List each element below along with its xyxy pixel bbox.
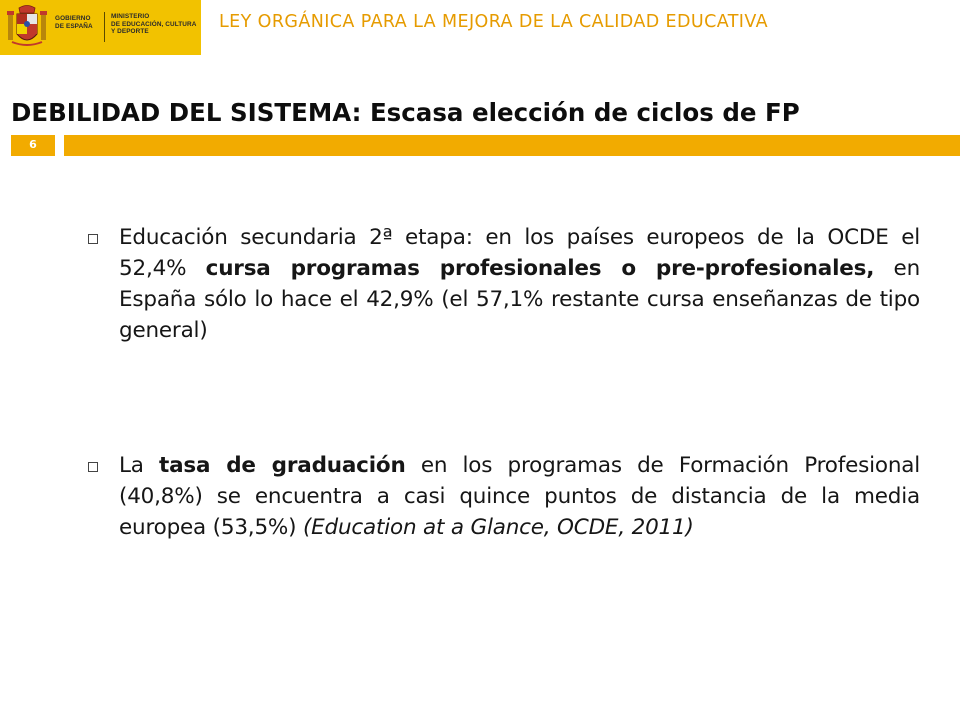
- bullet-text-segment: en los programas de Formación Profesional (40,8%) se encuentra a casi quince puntos de distancia de la media europea (53,5%): [119, 453, 920, 540]
- bullet-text-segment: La: [119, 453, 160, 478]
- title-underline-bar: [64, 135, 960, 156]
- bullet-citation-segment: (Education at a Glance, OCDE, 2011): [302, 515, 694, 540]
- header-title: LEY ORGÁNICA PARA LA MEJORA DE LA CALIDAD EDUCATIVA: [219, 12, 768, 32]
- bullet-list: [88, 222, 920, 543]
- bullet-bold-segment: tasa de graduación: [159, 453, 406, 478]
- logo-ministerio-text: MINISTERIO DE EDUCACIÓN, CULTURA Y DEPORTE: [111, 13, 197, 36]
- bullet-bold-segment: cursa programas profesionales o pre-profesionales,: [205, 256, 875, 281]
- bullet-text: [119, 222, 920, 346]
- logo-divider: [104, 12, 105, 42]
- bullet-text-segment: Educación secundaria 2ª etapa: en los países europeos de la OCDE el 52,4%: [119, 225, 920, 281]
- page-number: 6: [11, 135, 55, 156]
- slide-title: DEBILIDAD DEL SISTEMA: Escasa elección de ciclos de FP: [11, 98, 800, 127]
- square-bullet-icon: [88, 462, 98, 472]
- bullet-text: [119, 450, 920, 543]
- government-logo: [0, 0, 201, 55]
- square-bullet-icon: [88, 234, 98, 244]
- bullet-text-segment: en España sólo lo hace el 42,9% (el 57,1% restante cursa enseñanzas de tipo general): [119, 256, 920, 343]
- bullet-item: [88, 222, 920, 346]
- spain-coat-of-arms-icon: [6, 4, 48, 50]
- logo-gobierno-text: GOBIERNO DE ESPAÑA: [55, 15, 93, 30]
- bullet-item: [88, 450, 920, 543]
